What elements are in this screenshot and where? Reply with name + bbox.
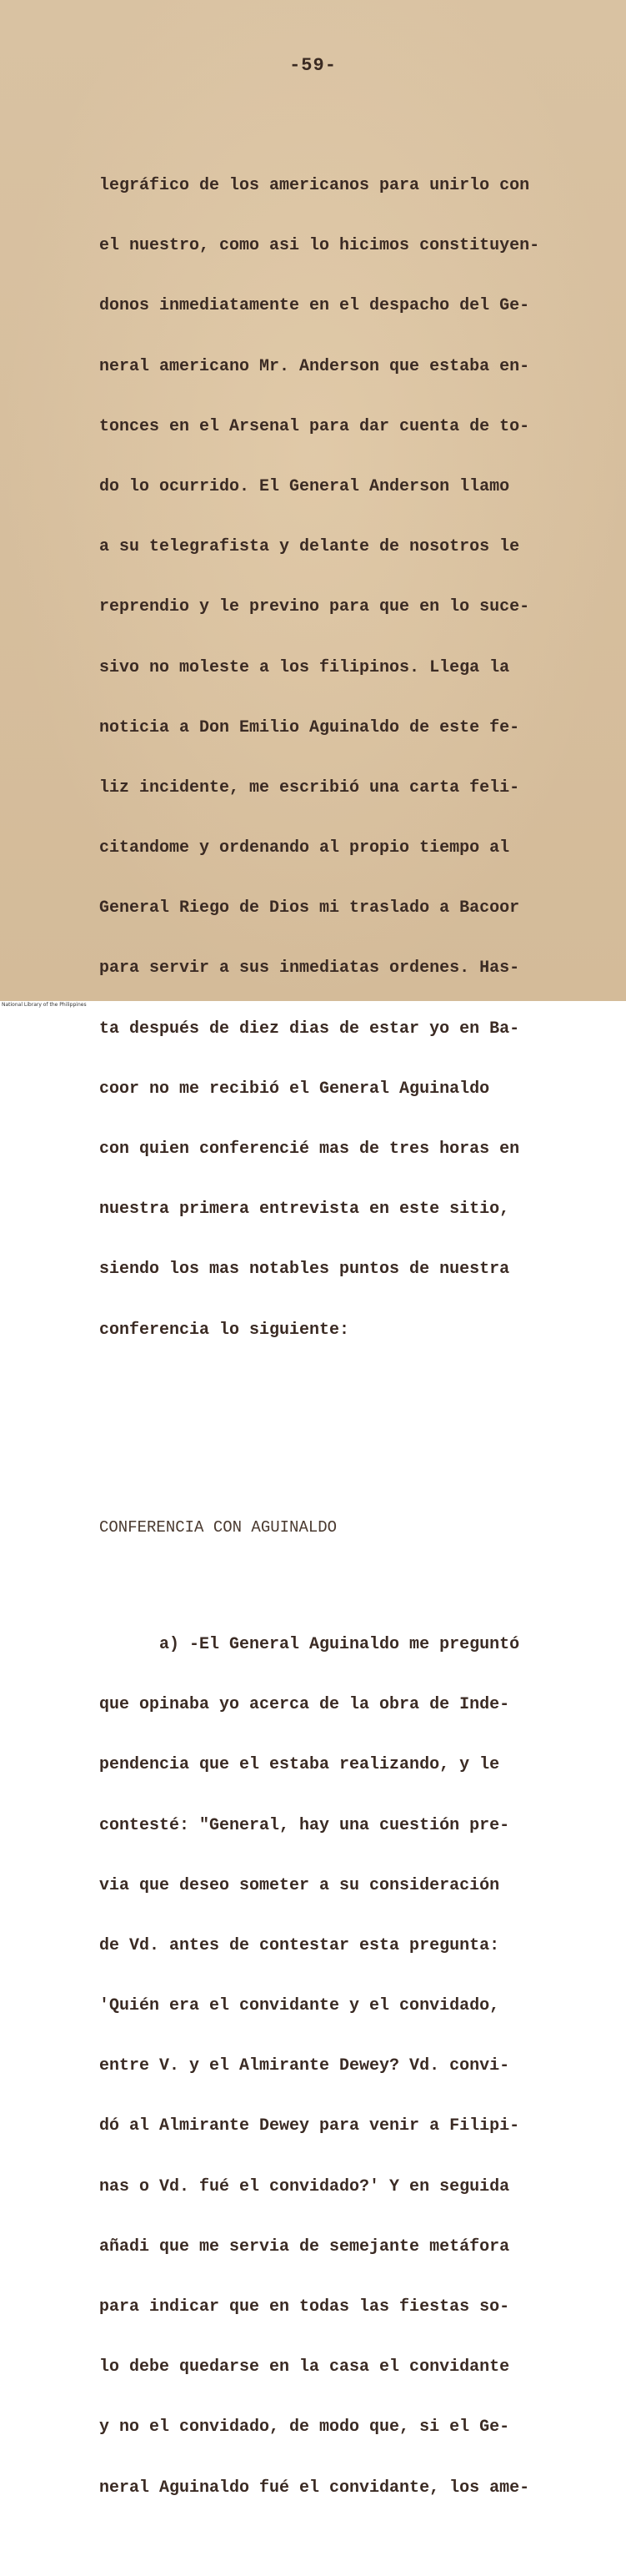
text-line: conferencia lo siguiente: <box>99 1320 350 1340</box>
text-line: liz incidente, me escribió una carta feli- <box>99 777 520 797</box>
text-line: noticia a Don Emilio Aguinaldo de este fe- <box>99 717 520 737</box>
section-heading: CONFERENCIA CON AGUINALDO <box>99 1517 338 1537</box>
paragraph-1 <box>99 137 583 1380</box>
text-line: pendencia que el estaba realizando, y le <box>99 1755 500 1775</box>
text-line: lo debe quedarse en la casa el convidante <box>99 2357 510 2377</box>
text-line: añadi que me servia de semejante metáfora <box>99 2236 510 2257</box>
footer-credit: National Library of the Philippines <box>2 1002 87 1008</box>
text-line: do lo ocurrido. El General Anderson llamo <box>99 476 510 496</box>
text-line: de Vd. antes de contestar esta pregunta: <box>99 1935 500 1955</box>
text-line: General Riego de Dios mi traslado a Bacoor <box>99 898 520 918</box>
text-line: via que deseo someter a su consideración <box>99 1875 500 1895</box>
paragraph-2 <box>99 1596 583 2538</box>
text-line: neral americano Mr. Anderson que estaba en- <box>99 356 530 376</box>
text-line: tonces en el Arsenal para dar cuenta de to- <box>99 416 530 436</box>
text-line: que opinaba yo acerca de la obra de Inde- <box>99 1695 510 1715</box>
text-line: siendo los mas notables puntos de nuestra <box>99 1260 510 1280</box>
page-text <box>99 98 583 2576</box>
text-line: ta después de diez dias de estar yo en Ba- <box>99 1019 520 1039</box>
text-line: para servir a sus inmediatas ordenes. Has- <box>99 958 520 979</box>
text-line: dó al Almirante Dewey para venir a Filipi- <box>99 2116 520 2136</box>
text-line: reprendio y le previno para que en lo suce- <box>99 597 530 617</box>
text-line: contesté: "General, hay una cuestión pre- <box>99 1815 510 1835</box>
text-line: y no el convidado, de modo que, si el Ge- <box>99 2418 510 2438</box>
text-line: el nuestro, como asi lo hicimos constituyen- <box>99 236 540 256</box>
text-line: con quien conferencié mas de tres horas en <box>99 1140 520 1159</box>
text-line: a su telegrafista y delante de nosotros le <box>99 537 520 557</box>
text-line: a) -El General Aguinaldo me preguntó <box>99 1634 520 1654</box>
page-number: -59- <box>289 55 337 76</box>
text-line: nuestra primera entrevista en este sitio, <box>99 1200 510 1220</box>
text-line: coor no me recibió el General Aguinaldo <box>99 1079 490 1099</box>
text-line: sivo no moleste a los filipinos. Llega la <box>99 657 510 677</box>
text-line: nas o Vd. fué el convidado?' Y en seguida <box>99 2176 510 2196</box>
paragraph-gap <box>99 1437 583 1459</box>
text-line: neral Aguinaldo fué el convidante, los ame- <box>99 2478 530 2498</box>
text-line: legráfico de los americanos para unirlo con <box>99 176 530 195</box>
text-line: 'Quién era el convidante y el convidado, <box>99 1996 500 2016</box>
text-line: entre V. y el Almirante Dewey? Vd. convi- <box>99 2056 510 2076</box>
text-line: para indicar que en todas las fiestas so- <box>99 2297 510 2317</box>
text-line: donos inmediatamente en el despacho del Ge- <box>99 296 530 316</box>
text-line: citandome y ordenando al propio tiempo al <box>99 838 510 858</box>
